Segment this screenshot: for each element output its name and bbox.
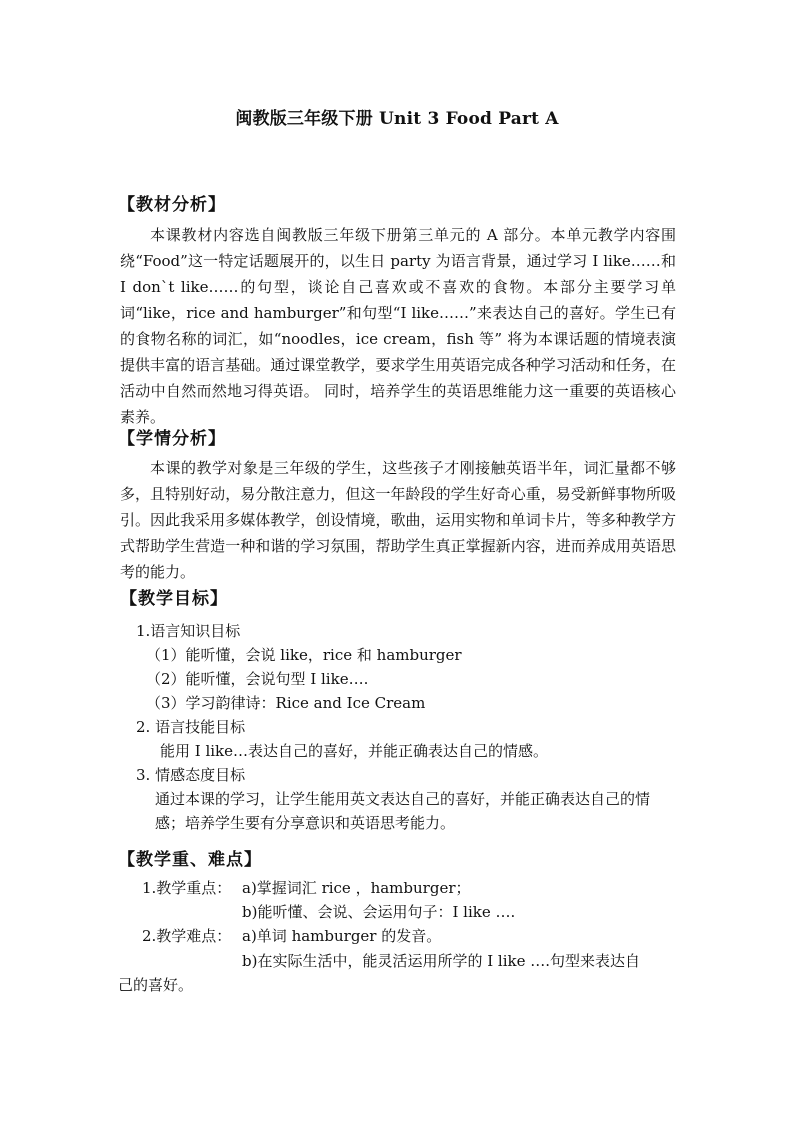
section-heading-students: 【学情分析】 (118, 429, 226, 449)
goal-3-title: 3. 情感态度目标 (136, 766, 246, 784)
goal-2-title: 2. 语言技能目标 (136, 718, 246, 736)
section-heading-material: 【教材分析】 (118, 195, 226, 215)
goal-1-item: （3）学习韵律诗：Rice and Ice Cream (146, 694, 426, 712)
keypoint-1-b: b)能听懂、会说、会运用句子：I like …. (242, 903, 516, 921)
page-title: 闽教版三年级下册 Unit 3 Food Part A (235, 109, 559, 129)
goal-3-text: 通过本课的学习，让学生能用英文表达自己的喜好，并能正确表达自己的情感；培养学生要有分享意识和英语思考能力。 (155, 790, 651, 832)
goal-1-item: （2）能听懂，会说句型 I like…. (146, 670, 369, 688)
keypoint-1-a: a)掌握词汇 rice ，hamburger； (242, 879, 471, 897)
keypoint-2-label: 2.教学难点： (142, 927, 232, 945)
keypoint-2-b-cont: 己的喜好。 (118, 976, 194, 994)
section-heading-keypoints: 【教学重、难点】 (118, 850, 262, 870)
section-text-students: 本课的教学对象是三年级的学生，这些孩子才刚接触英语半年，词汇量都不够多，且特别好动，易分散注意力，但这一年龄段的学生好奇心重，易受新鲜事物所吸引。因此我采用多媒体教学，创设情境，歌曲，运用实物和单词卡片，等多种教学方式帮助学生营造一种和谐的学习氛围，帮助学生真正掌握新内容，进而养成用英语思考的能力。 (120, 459, 676, 581)
goal-1-title: 1.语言知识目标 (136, 622, 241, 640)
goal-2-text: 能用 I like…表达自己的喜好，并能正确表达自己的情感。 (160, 742, 549, 760)
goal-1-item: （1）能听懂，会说 like，rice 和 hamburger (146, 646, 462, 664)
keypoint-2-b: b)在实际生活中，能灵活运用所学的 I like ….句型来表达自 (242, 952, 641, 970)
keypoint-2-a: a)单词 hamburger 的发音。 (242, 927, 442, 945)
keypoint-1-label: 1.教学重点： (142, 879, 232, 897)
section-text-material: 本课教材内容选自闽教版三年级下册第三单元的 A 部分。本单元教学内容围绕“Food”这一特定话题展开的，以生日 party 为语言背景，通过学习 I like……和 I don`t like……的句型，谈论自己喜欢或不喜欢的食物。本部分主要学习单词“like，rice and hamburger”和句型“I like……”来表达自己的喜好。学生已有的食物名称的词汇，如“noodles，ice cream，fish 等” 将为本课话题的情境表演提供丰富的语言基础。通过课堂教学，要求学生用英语完成各种学习活动和任务，在活动中自然而然地习得英语。 同时，培养学生的英语思维能力这一重要的英语核心素养。 (120, 226, 676, 426)
section-heading-goals: 【教学目标】 (120, 589, 228, 609)
